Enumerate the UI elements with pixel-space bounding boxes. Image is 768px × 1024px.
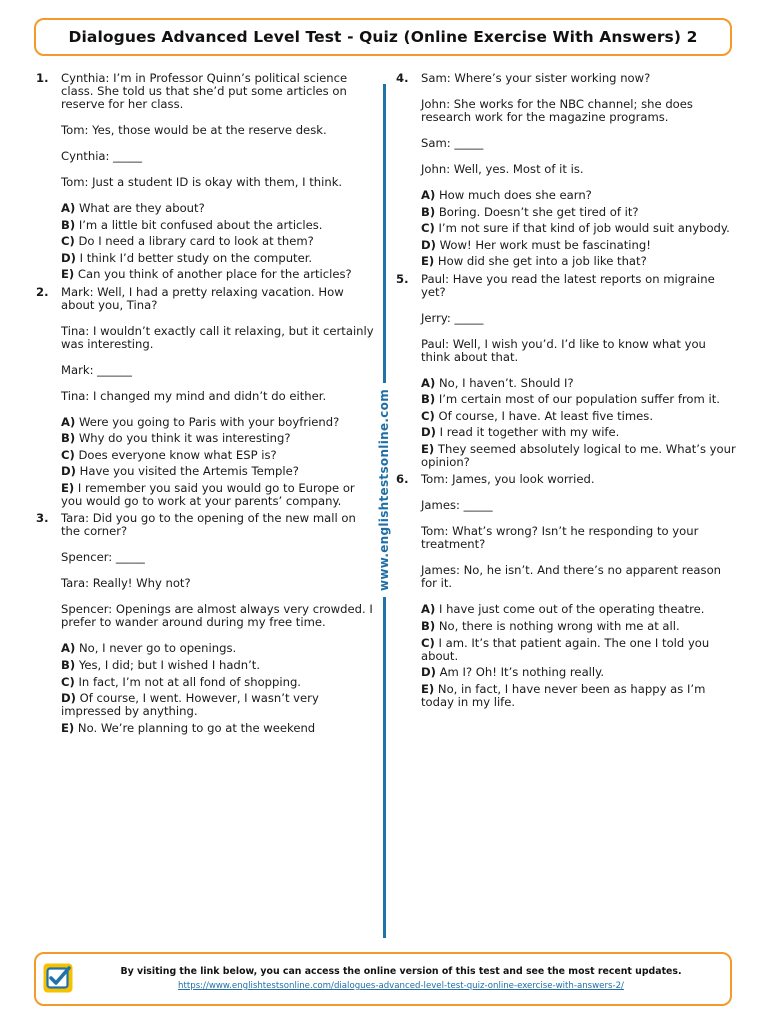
option-d[interactable] xyxy=(61,692,376,718)
option-b[interactable] xyxy=(61,219,376,232)
option-text: Am I? Oh! It’s nothing really. xyxy=(439,665,605,680)
options-list xyxy=(61,642,376,735)
option-d[interactable] xyxy=(61,465,376,478)
option-text: How much does she earn? xyxy=(438,188,592,202)
option-b[interactable] xyxy=(421,620,738,633)
dialogue-line: Paul: Well, I wish you’d. I’d like to know what you think about that. xyxy=(421,336,706,364)
option-letter: A) xyxy=(421,188,436,202)
option-text: No, I haven’t. Should I? xyxy=(438,375,574,390)
option-letter: E) xyxy=(421,681,435,696)
dialogue-line: Mark: Well, I had a pretty relaxing vacation. How about you, Tina? xyxy=(61,284,344,312)
option-c[interactable] xyxy=(421,222,738,235)
option-letter: B) xyxy=(421,204,436,219)
option-e[interactable] xyxy=(61,268,376,281)
right-column xyxy=(396,72,738,713)
dialogue-line: Tara: Really! Why not? xyxy=(61,576,191,591)
option-letter: D) xyxy=(61,250,76,265)
question-number: 1. xyxy=(36,71,49,85)
checkbox-check-icon xyxy=(42,962,74,994)
option-d[interactable] xyxy=(421,239,738,252)
option-d[interactable] xyxy=(421,426,738,439)
options-list xyxy=(61,416,376,509)
option-d[interactable] xyxy=(421,666,738,679)
option-text: I think I’d better study on the computer. xyxy=(79,250,313,265)
option-a[interactable] xyxy=(61,642,376,655)
option-letter: D) xyxy=(61,464,76,479)
option-text: I read it together with my wife. xyxy=(439,425,620,440)
option-text: In fact, I’m not at all fond of shopping. xyxy=(78,674,301,689)
option-letter: C) xyxy=(61,447,75,462)
option-letter: C) xyxy=(61,234,75,249)
option-text: Of course, I have. At least five times. xyxy=(438,408,654,423)
dialogue-line: Tom: Just a student ID is okay with them, I think. xyxy=(61,175,343,189)
option-letter: E) xyxy=(421,254,435,269)
option-letter: E) xyxy=(61,480,75,495)
option-c[interactable] xyxy=(61,449,376,462)
option-text: Can you think of another place for the articles? xyxy=(77,267,352,282)
options-list xyxy=(421,603,738,709)
options-list xyxy=(421,189,738,269)
option-text: I remember you said you would go to Europe or you would go to work at your parents’ company. xyxy=(61,480,355,509)
option-text: How did she get into a job like that? xyxy=(437,254,647,269)
option-letter: B) xyxy=(421,392,436,407)
option-text: Does everyone know what ESP is? xyxy=(78,447,277,462)
dialogue-line: Sam: Where’s your sister working now? xyxy=(421,71,651,85)
dialogue-line: Spencer: Openings are almost always very crowded. I prefer to wander around during my free time. xyxy=(61,602,373,630)
option-letter: D) xyxy=(421,665,436,680)
question-3 xyxy=(36,512,376,735)
option-b[interactable] xyxy=(61,432,376,445)
option-text: I have just come out of the operating theatre. xyxy=(438,602,705,617)
option-text: I’m certain most of our population suffer from it. xyxy=(438,392,720,407)
option-a[interactable] xyxy=(61,416,376,429)
dialogue-line: John: She works for the NBC channel; she does research work for the magazine programs. xyxy=(421,97,693,124)
option-text: Yes, I did; but I wished I hadn’t. xyxy=(78,657,261,672)
option-c[interactable] xyxy=(61,235,376,248)
option-a[interactable] xyxy=(421,189,738,202)
option-letter: D) xyxy=(421,237,436,252)
online-test-link[interactable]: https://www.englishtestsonline.com/dialogues-advanced-level-test-quiz-online-exercise-with-answers-2/ xyxy=(178,981,624,991)
option-letter: A) xyxy=(61,414,76,429)
option-letter: E) xyxy=(61,267,75,282)
option-text: No, there is nothing wrong with me at all. xyxy=(438,618,680,633)
options-list xyxy=(421,377,738,470)
question-2 xyxy=(36,286,376,509)
footer-box xyxy=(34,952,732,1006)
title-box xyxy=(34,18,732,56)
option-letter: A) xyxy=(61,201,76,215)
dialogue-line: John: Well, yes. Most of it is. xyxy=(421,162,584,176)
question-number: 3. xyxy=(36,511,49,526)
option-letter: D) xyxy=(421,425,436,440)
dialogue-line: Sam: _____ xyxy=(421,136,484,150)
option-text: What are they about? xyxy=(78,201,205,215)
option-text: Boring. Doesn’t she get tired of it? xyxy=(438,204,639,219)
option-b[interactable] xyxy=(421,393,738,406)
options-list xyxy=(61,202,376,282)
dialogue-line: Tom: Yes, those would be at the reserve desk. xyxy=(61,123,327,137)
option-letter: E) xyxy=(421,441,435,456)
site-name-vertical: www.englishtestsonline.com xyxy=(375,383,393,597)
option-letter: A) xyxy=(61,641,76,656)
option-letter: E) xyxy=(61,720,75,735)
question-6 xyxy=(396,473,738,709)
option-text: I am. It’s that patient again. The one I told you about. xyxy=(421,635,710,663)
option-b[interactable] xyxy=(61,659,376,672)
dialogue-line: Tina: I wouldn’t exactly call it relaxing, but it certainly was interesting. xyxy=(61,323,374,351)
page-title: Dialogues Advanced Level Test - Quiz (Online Exercise With Answers) 2 xyxy=(68,28,698,46)
option-text: No, I never go to openings. xyxy=(78,641,237,656)
option-e[interactable] xyxy=(61,482,376,508)
option-letter: B) xyxy=(421,618,436,633)
option-text: Of course, I went. However, I wasn’t very impressed by anything. xyxy=(61,691,319,719)
option-c[interactable] xyxy=(421,637,738,663)
option-letter: C) xyxy=(61,674,75,689)
option-d[interactable] xyxy=(61,252,376,265)
dialogue-line: Tom: What’s wrong? Isn’t he responding to your treatment? xyxy=(421,524,699,552)
option-a[interactable] xyxy=(421,377,738,390)
option-text: Do I need a library card to look at them? xyxy=(78,234,314,249)
question-1 xyxy=(36,72,376,282)
question-number: 6. xyxy=(396,472,409,487)
option-e[interactable] xyxy=(421,683,738,709)
option-c[interactable] xyxy=(421,410,738,423)
option-letter: B) xyxy=(61,217,76,232)
dialogue-line: Cynthia: _____ xyxy=(61,149,143,163)
option-text: Were you going to Paris with your boyfriend? xyxy=(78,414,340,429)
dialogue-line: Cynthia: I’m in Professor Quinn’s political science class. She told us that she’d put some articles on reserve for her class. xyxy=(61,71,348,111)
dialogue-line: James: No, he isn’t. And there’s no apparent reason for it. xyxy=(421,563,722,591)
question-number: 5. xyxy=(396,271,409,286)
question-number: 2. xyxy=(36,284,49,299)
option-letter: A) xyxy=(421,375,436,390)
dialogue-line: Jerry: _____ xyxy=(421,310,484,325)
question-5 xyxy=(396,273,738,470)
option-letter: A) xyxy=(421,602,436,617)
option-b[interactable] xyxy=(421,206,738,219)
option-text: They seemed absolutely logical to me. What’s your opinion? xyxy=(421,441,736,470)
option-letter: B) xyxy=(61,657,76,672)
option-e[interactable] xyxy=(421,443,738,469)
option-a[interactable] xyxy=(421,603,738,616)
left-column xyxy=(36,72,376,739)
dialogue-line: Tina: I changed my mind and didn’t do either. xyxy=(61,388,327,403)
dialogue-line: Spencer: _____ xyxy=(61,550,145,565)
option-text: I’m a little bit confused about the articles. xyxy=(78,217,323,232)
option-letter: C) xyxy=(421,221,435,236)
dialogue-line: Tara: Did you go to the opening of the new mall on the corner? xyxy=(61,511,356,539)
option-letter: B) xyxy=(61,431,76,446)
option-letter: C) xyxy=(421,408,435,423)
option-e[interactable] xyxy=(421,255,738,268)
option-a[interactable] xyxy=(61,202,376,215)
footer-notice: By visiting the link below, you can access the online version of this test and see the most recent updates. xyxy=(120,966,682,977)
question-number: 4. xyxy=(396,71,409,85)
dialogue-line: Tom: James, you look worried. xyxy=(421,472,595,487)
dialogue-line: Mark: ______ xyxy=(61,362,132,377)
question-4 xyxy=(396,72,738,269)
option-text: Why do you think it was interesting? xyxy=(78,431,291,446)
option-text: No, in fact, I have never been as happy as I’m today in my life. xyxy=(421,681,706,710)
option-letter: D) xyxy=(61,691,76,706)
dialogue-line: James: _____ xyxy=(421,498,493,513)
option-e[interactable] xyxy=(61,722,376,735)
dialogue-line: Paul: Have you read the latest reports on migraine yet? xyxy=(421,271,715,299)
option-text: Wow! Her work must be fascinating! xyxy=(439,237,651,252)
option-text: Have you visited the Artemis Temple? xyxy=(79,464,299,479)
option-text: No. We’re planning to go at the weekend xyxy=(77,720,316,735)
option-text: I’m not sure if that kind of job would suit anybody. xyxy=(438,221,730,236)
option-letter: C) xyxy=(421,635,435,650)
option-c[interactable] xyxy=(61,676,376,689)
